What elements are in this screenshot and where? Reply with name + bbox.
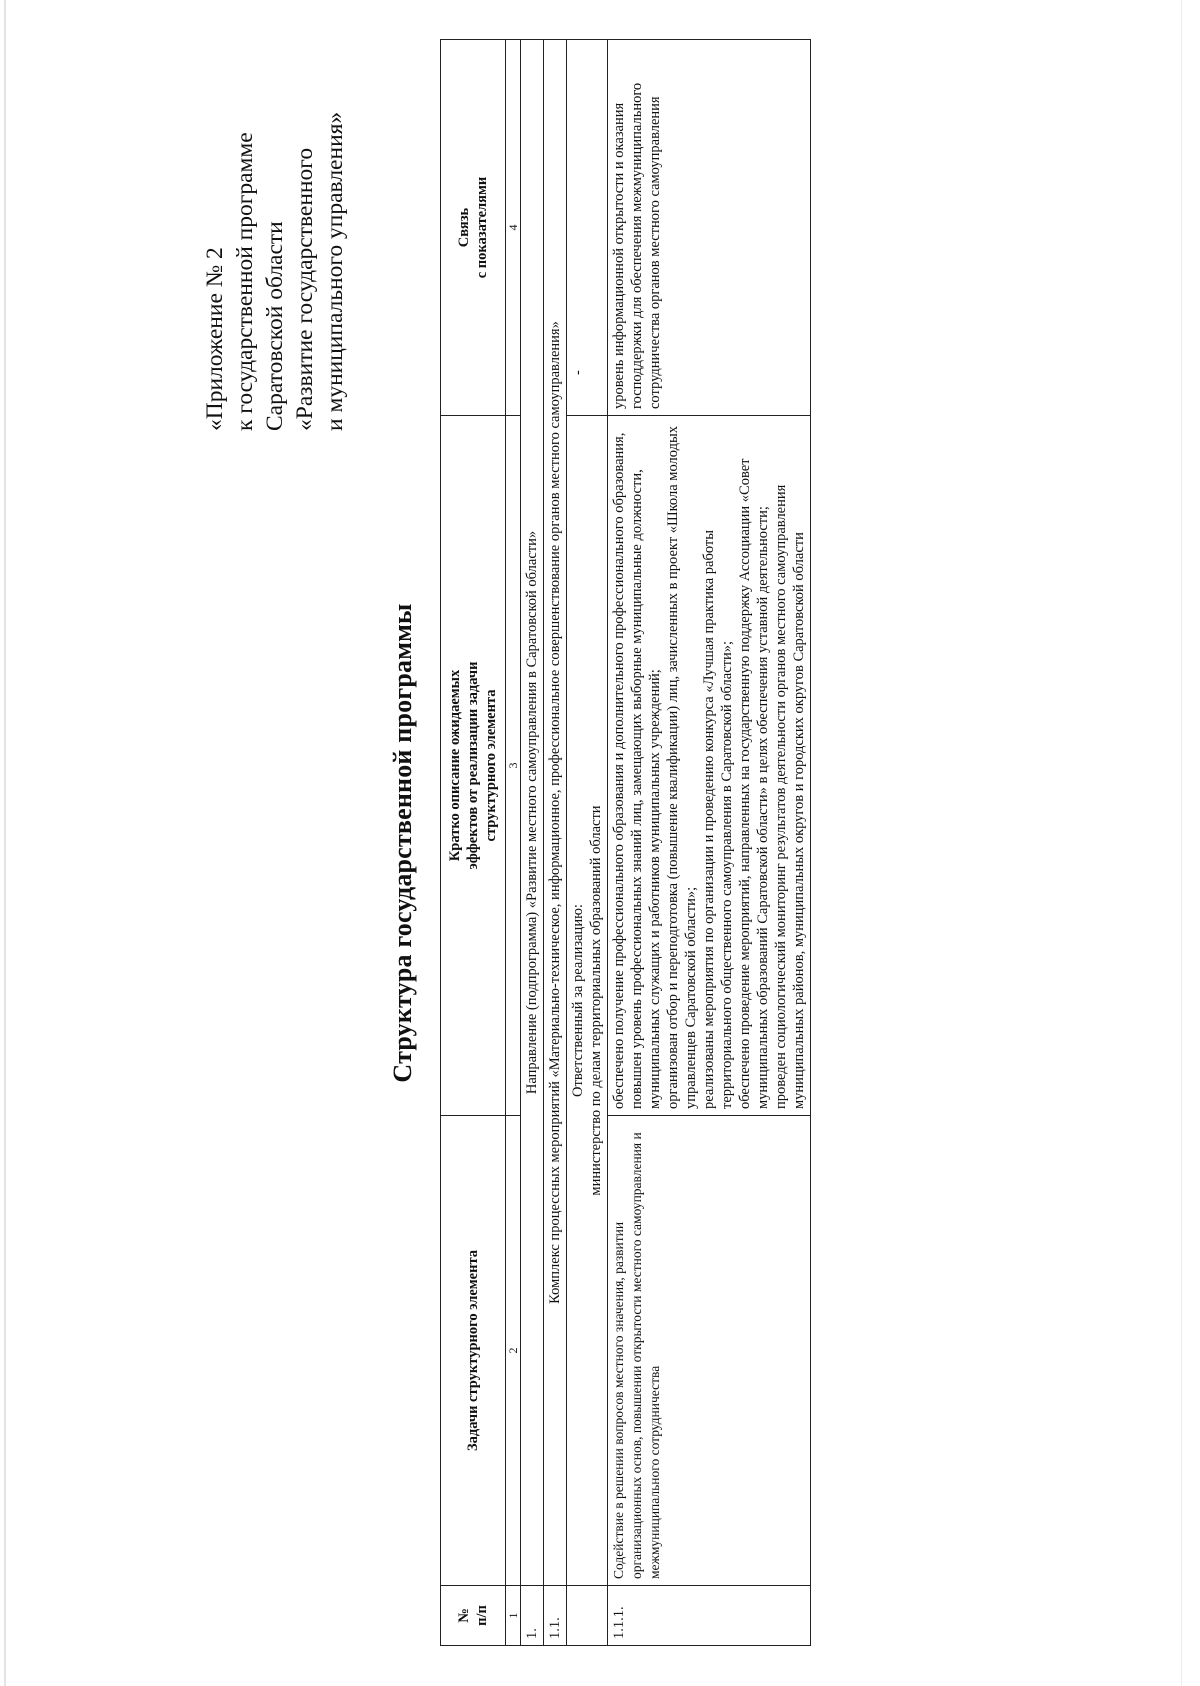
header-indicators: Связь с показателями [441, 40, 506, 416]
column-number: 4 [506, 40, 521, 416]
header-number: № п/п [441, 1586, 506, 1646]
header-tasks: Задачи структурного элемента [441, 1116, 506, 1586]
task-row [608, 40, 811, 1646]
effect-item: обеспечено проведение мероприятий, направленных на государственную поддержку Ассоциации «Совет муниципальных образований Саратовской области» в целях обеспечения уставной деятельности; [737, 458, 771, 1109]
table-header-row [441, 40, 506, 1646]
effect-item: проведен социологический мониторинг результатов деятельности органов местного самоуправления муниципальных районов, муниципальных округов и городских округов Саратовской области [773, 484, 807, 1109]
complex-number: 1.1. [544, 1586, 567, 1646]
complex-title: Комплекс процессных мероприятий «Материально-техническое, информационное, профессиональное совершенствование органов местного самоуправления» [544, 40, 567, 1586]
direction-title: Направление (подпрограмма) «Развитие местного самоуправления в Саратовской области» [521, 40, 544, 1586]
document-title: Структура государственной программы [388, 603, 417, 1083]
column-number: 3 [506, 416, 521, 1116]
column-numbers-row [506, 40, 521, 1646]
header-effects: Кратко описание ожидаемых эффектов от реализации задачи структурного элемента [441, 416, 506, 1116]
effect-item: обеспечено получение профессионального образования и дополнительного профессионального образования, повышен уровень профессиональных знаний лиц, замещающих выборные муниципальные должности, муниципальных служащих и работников муниципальных учреждений; [611, 432, 663, 1109]
direction-number: 1. [521, 1586, 544, 1646]
effect-item: организован отбор и переподготовка (повышение квалификации) лиц, зачисленных в проект «Школа молодых управленцев Саратовской области»; [665, 426, 699, 1109]
task-number: 1.1.1. [608, 1586, 811, 1646]
responsible-empty-cell [567, 1586, 608, 1646]
task-indicators: уровень информационной открытости и оказания господдержки для обеспечения межмуниципального сотрудничества органов местного самоуправления [608, 40, 811, 416]
effect-item: реализованы мероприятия по организации и проведению конкурса «Лучшая практика работы территориального общественного самоуправления в Саратовской области»; [701, 530, 735, 1109]
column-number: 1 [506, 1586, 521, 1646]
direction-row [521, 40, 544, 1646]
responsible-row [567, 40, 608, 1646]
task-effects [608, 416, 811, 1116]
responsible-link: - [567, 40, 608, 416]
column-number: 2 [506, 1116, 521, 1586]
appendix-heading: «Приложение № 2 к государственной программе Саратовской области «Развитие государственного и муниципального управления» [202, 111, 348, 431]
program-structure-table [440, 39, 811, 1646]
task-description: Содействие в решении вопросов местного значения, развитии организационных основ, повышении открытости местного самоуправления и межмуниципального сотрудничества [608, 1116, 811, 1586]
responsible-text: Ответственный за реализацию: министерство по делам территориальных образований области [567, 416, 608, 1586]
complex-row [544, 40, 567, 1646]
